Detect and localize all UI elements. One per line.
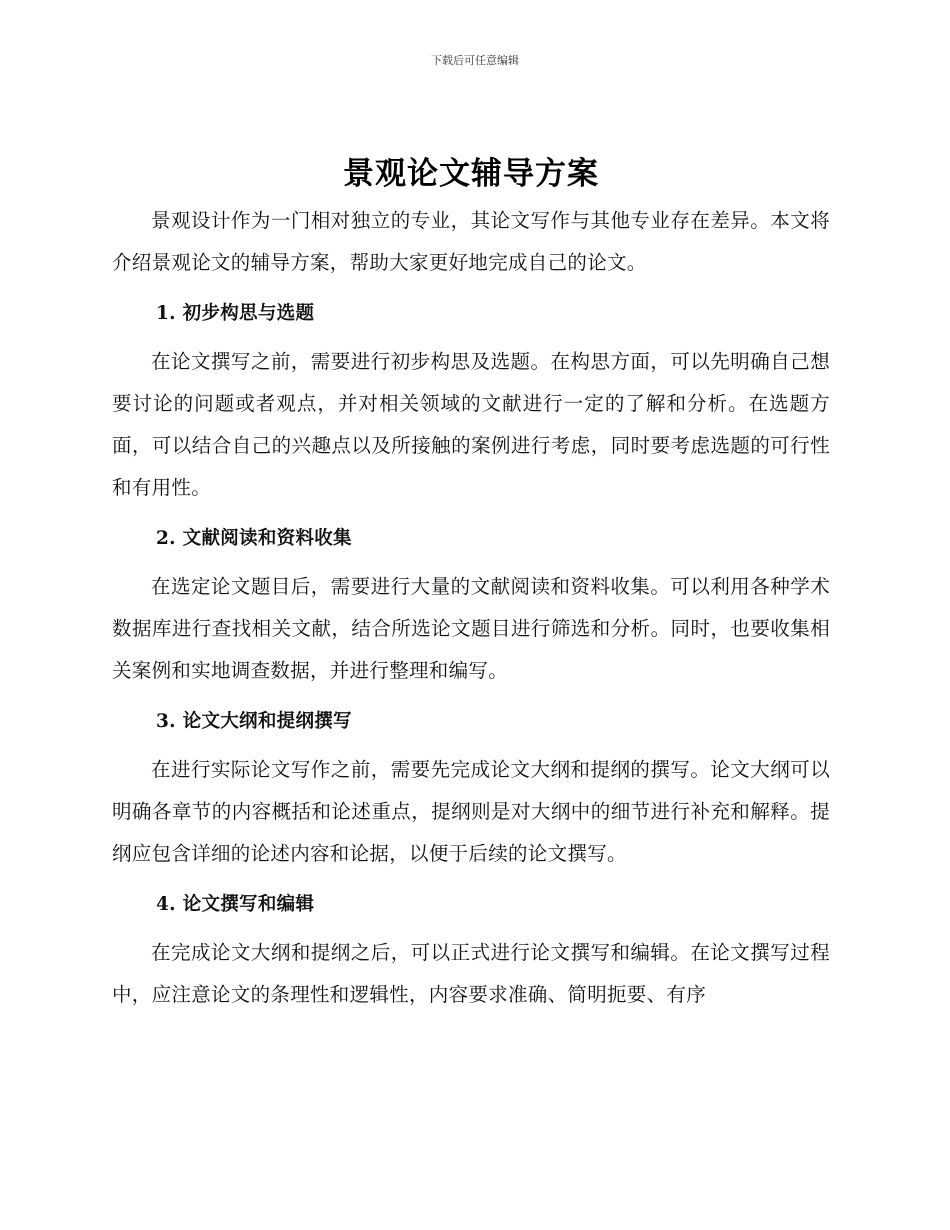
section-heading-4: 4. 论文撰写和编辑 xyxy=(156,894,315,915)
page-header-note: 下载后可任意编辑 xyxy=(431,54,519,67)
document-title: 景观论文辅导方案 xyxy=(343,156,599,192)
document-body xyxy=(112,148,830,1016)
section-heading-2: 2. 文献阅读和资料收集 xyxy=(156,528,352,549)
section-heading-3: 3. 论文大纲和提纲撰写 xyxy=(156,711,352,732)
section-paragraph-1: 在论文撰写之前，需要进行初步构思及选题。在构思方面，可以先明确自己想要讨论的问题或者观点，并对相关领域的文献进行一定的了解和分析。在选题方面，可以结合自己的兴趣点以及所接触的案例进行考虑，同时要考虑选题的可行性和有用性。 xyxy=(112,350,830,499)
section-paragraph-4: 在完成论文大纲和提纲之后，可以正式进行论文撰写和编辑。在论文撰写过程中，应注意论文的条理性和逻辑性，内容要求准确、简明扼要、有序 xyxy=(112,941,830,1006)
section-paragraph-2: 在选定论文题目后，需要进行大量的文献阅读和资料收集。可以利用各种学术数据库进行查找相关文献，结合所选论文题目进行筛选和分析。同时，也要收集相关案例和实地调查数据，并进行整理和编写。 xyxy=(112,575,830,682)
intro-paragraph: 景观设计作为一门相对独立的专业，其论文写作与其他专业存在差异。本文将介绍景观论文的辅导方案，帮助大家更好地完成自己的论文。 xyxy=(112,209,830,274)
section-heading-1: 1. 初步构思与选题 xyxy=(156,303,315,324)
section-paragraph-3: 在进行实际论文写作之前，需要先完成论文大纲和提纲的撰写。论文大纲可以明确各章节的内容概括和论述重点，提纲则是对大纲中的细节进行补充和解释。提纲应包含详细的论述内容和论据，以便于后续的论文撰写。 xyxy=(112,758,830,865)
